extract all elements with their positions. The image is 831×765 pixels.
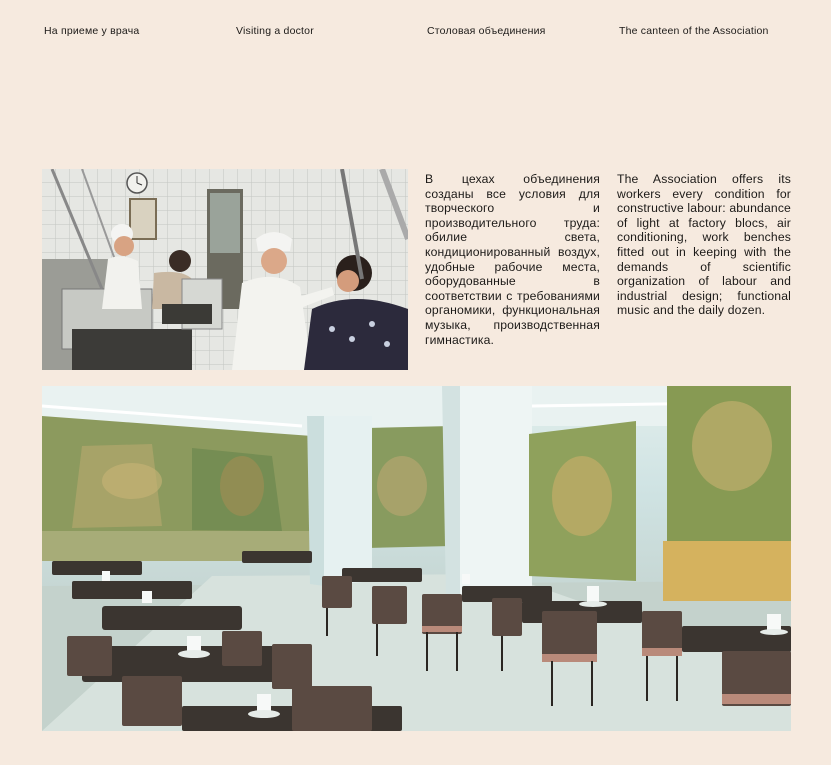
caption-canteen-en: The canteen of the Association xyxy=(619,25,769,37)
paragraph-en: The Association offers its workers every condition for constructive labour: abundance of light at factory blocs, air conditioning, work benches fitted out in keeping with the demands of scientific organization of labour and industrial design; functional music and the daily dozen. xyxy=(617,172,791,318)
paragraph-ru: В цехах объединения созданы все условия для творческого и производительного труда: обилие света, кондиционированный воздух, удобные рабочие места, оборудованные в соответствии с требованиями органомики, функциональная музыка, производственная гимнастика. xyxy=(425,172,600,347)
canteen-photo xyxy=(42,386,791,731)
caption-canteen-ru: Столовая объединения xyxy=(427,25,546,37)
caption-doctor-ru: На приеме у врача xyxy=(44,25,140,37)
doctor-photo xyxy=(42,169,408,370)
caption-doctor-en: Visiting a doctor xyxy=(236,25,314,37)
